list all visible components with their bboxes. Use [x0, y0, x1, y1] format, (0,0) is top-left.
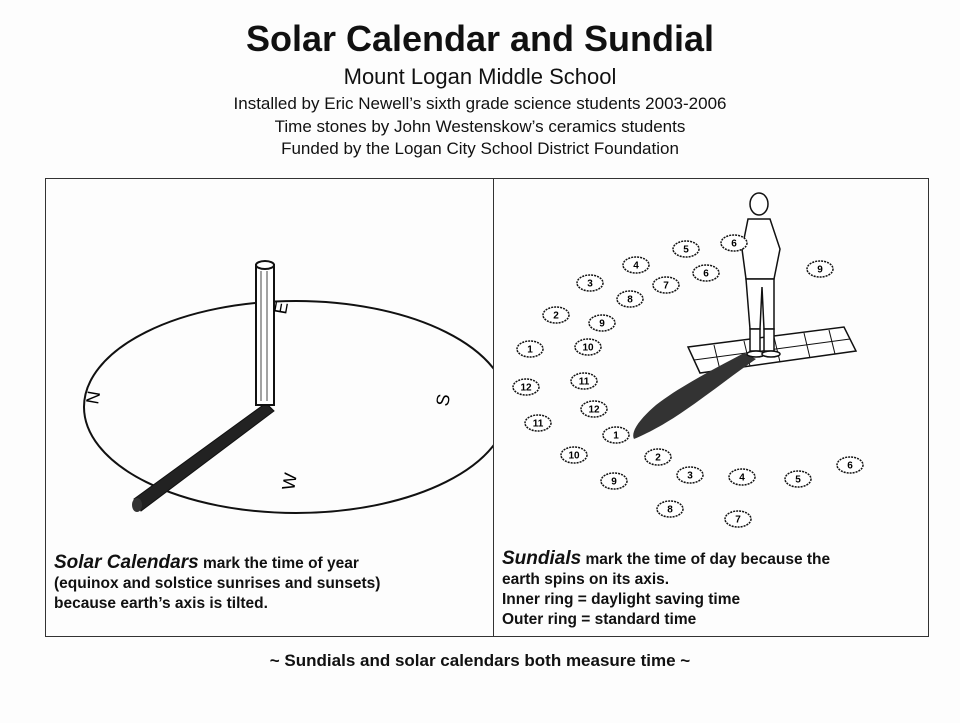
time-stone [785, 471, 811, 487]
time-stone-number: 4 [739, 472, 745, 484]
time-stone [575, 339, 601, 355]
footer-tagline: ~ Sundials and solar calendars both measure time ~ [269, 651, 691, 670]
post-top [256, 261, 274, 269]
person-figure [742, 193, 780, 357]
time-stone [725, 511, 751, 527]
sundial-panel [494, 179, 928, 636]
time-stone-number: 1 [613, 430, 619, 442]
time-stone [807, 261, 833, 277]
time-stone [525, 415, 551, 431]
direction-north: N [82, 389, 105, 406]
solar-calendar-caption-line3: because earth’s axis is tilted. [54, 595, 268, 612]
time-stone [617, 291, 643, 307]
time-stone-number: 3 [587, 278, 593, 290]
time-stone [603, 427, 629, 443]
time-stone-number: 11 [532, 418, 544, 430]
time-stone [837, 457, 863, 473]
time-stone [601, 473, 627, 489]
sundial-caption-rest: mark the time of day because the [581, 551, 831, 568]
time-stone [657, 501, 683, 517]
time-stone [645, 449, 671, 465]
solar-calendar-caption [54, 553, 487, 614]
shadow-end [132, 498, 142, 512]
time-stone-number: 2 [553, 310, 559, 322]
direction-east: E [270, 300, 293, 316]
time-stone [561, 447, 587, 463]
time-stone [653, 277, 679, 293]
gnomon-shadow [134, 403, 274, 511]
gnomon-post [256, 265, 274, 405]
illustration-panels [45, 178, 929, 637]
time-stone-number: 5 [683, 244, 689, 256]
time-stone [677, 467, 703, 483]
solar-calendar-panel [46, 179, 493, 636]
solar-calendar-caption-rest: mark the time of year [198, 555, 359, 572]
time-stones [513, 235, 863, 527]
time-stone-number: 2 [655, 452, 661, 464]
time-stone-number: 12 [520, 382, 532, 394]
sundial-caption-lead: Sundials [502, 548, 582, 569]
time-stone [673, 241, 699, 257]
time-stone [693, 265, 719, 281]
time-stone-number: 5 [795, 474, 801, 486]
time-stone-number: 10 [568, 450, 580, 462]
time-stone-number: 12 [588, 404, 600, 416]
direction-west: W [278, 471, 301, 492]
time-stone [721, 235, 747, 251]
sundial-caption-line2: earth spins on its axis. [502, 571, 670, 588]
school-name: Mount Logan Middle School [343, 64, 617, 89]
time-stone-number: 11 [578, 376, 590, 388]
time-stone-number: 7 [735, 514, 741, 526]
time-stone [589, 315, 615, 331]
time-stone-number: 1 [527, 344, 533, 356]
time-stone [517, 341, 543, 357]
time-stone-number: 3 [687, 470, 693, 482]
time-stone-number: 7 [663, 280, 669, 292]
sundial-illustration [494, 179, 928, 545]
time-stone [543, 307, 569, 323]
solar-calendar-illustration [46, 179, 493, 549]
page-title: Solar Calendar and Sundial [245, 18, 715, 59]
time-stone-number: 6 [703, 268, 709, 280]
credit-installed: Installed by Eric Newell’s sixth grade science students 2003-2006 [233, 94, 727, 113]
credit-funded: Funded by the Logan City School District Foundation [281, 139, 679, 158]
sundial-caption-line4: Outer ring = standard time [502, 611, 697, 628]
time-stone-number: 4 [633, 260, 639, 272]
direction-south: S [432, 392, 455, 408]
time-stone-number: 9 [611, 476, 617, 488]
time-stone [571, 373, 597, 389]
time-stone [623, 257, 649, 273]
time-stone [581, 401, 607, 417]
solar-calendar-caption-line2: (equinox and solstice sunrises and sunsets) [54, 575, 381, 592]
time-stone-number: 10 [582, 342, 594, 354]
time-stone [513, 379, 539, 395]
time-stone-number: 6 [731, 238, 737, 250]
time-stone [729, 469, 755, 485]
time-stone-number: 9 [599, 318, 605, 330]
person-shadow [633, 353, 756, 439]
sundial-caption [502, 549, 922, 630]
time-stone-number: 6 [847, 460, 853, 472]
time-stone-number: 8 [667, 504, 673, 516]
time-stone [577, 275, 603, 291]
credit-time-stones: Time stones by John Westenskow’s ceramics students [274, 117, 686, 136]
solar-calendar-caption-lead: Solar Calendars [54, 552, 199, 573]
time-stone-number: 8 [627, 294, 633, 306]
sundial-caption-line3: Inner ring = daylight saving time [502, 591, 741, 608]
time-stone-number: 9 [817, 264, 823, 276]
